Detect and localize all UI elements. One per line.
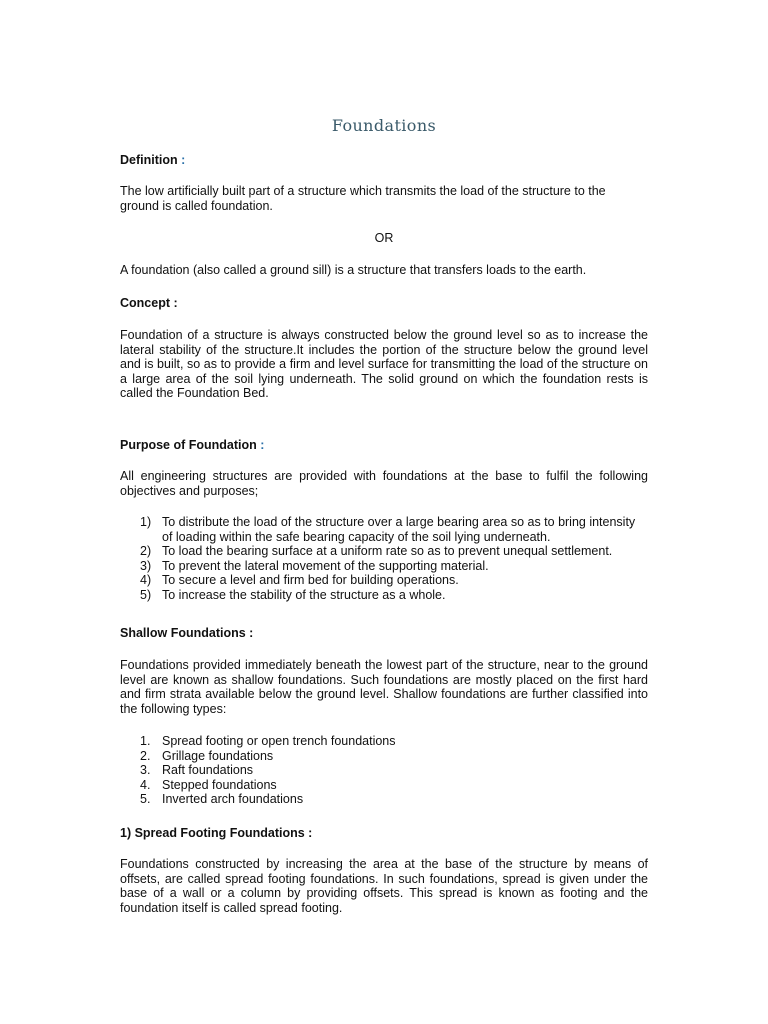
concept-heading: Concept : — [120, 296, 178, 310]
shallow-paragraph: Foundations provided immediately beneath the lowest part of the structure, near to the ground level are known as shallow foundations. Such foundations are mostly placed on the first hard and firm strata available below the ground level. Shallow foundations are further classified into the following types: — [120, 658, 648, 716]
list-item: 4. Stepped foundations — [140, 777, 277, 792]
definition-heading-colon: : — [181, 153, 186, 167]
shallow-heading: Shallow Foundations : — [120, 626, 254, 640]
list-item: 1. Spread footing or open trench foundations — [140, 734, 396, 748]
list-item: 4) To secure a level and firm bed for building operations. — [140, 573, 459, 587]
page-title: Foundations — [331, 116, 437, 135]
shallow-types-list — [140, 734, 648, 807]
definition-paragraph-2: A foundation (also called a ground sill) is a structure that transfers loads to the earth. — [120, 263, 587, 277]
list-item: 3. Raft foundations — [140, 763, 254, 777]
purpose-heading — [120, 438, 264, 452]
list-item: 3) To prevent the lateral movement of the supporting material. — [140, 558, 489, 573]
purpose-list — [140, 515, 648, 602]
spread-footing-paragraph: Foundations constructed by increasing the area at the base of the structure by means of offsets, are called spread footing foundations. In such foundations, spread is given under the base of a wall or a column by providing offsets. This spread is known as footing and the foundation itself is called spread footing. — [120, 857, 648, 915]
list-item: 2. Grillage foundations — [140, 748, 274, 763]
list-item: 2) To load the bearing surface at a uniform rate so as to prevent unequal settlement. — [140, 544, 613, 558]
purpose-heading-label: Purpose of Foundation — [120, 438, 257, 452]
list-item: 1) To distribute the load of the structure over a large bearing area so as to bring intensity of loading within the safe bearing capacity of the soil lying underneath. — [140, 515, 636, 544]
definition-heading — [120, 153, 185, 167]
list-item: 5. Inverted arch foundations — [140, 792, 304, 806]
concept-paragraph: Foundation of a structure is always constructed below the ground level so as to increase the lateral stability of the structure.It includes the portion of the structure below the ground level and is built, so as to provide a firm and level surface for transmitting the load of the structure on a large area of the soil lying underneath. The solid ground on which the foundation rests is called the Foundation Bed. — [120, 328, 648, 400]
purpose-heading-colon: : — [260, 438, 265, 452]
spread-footing-heading: 1) Spread Footing Foundations : — [120, 826, 313, 840]
list-item: 5) To increase the stability of the structure as a whole. — [140, 587, 446, 602]
definition-heading-label: Definition — [120, 153, 178, 167]
purpose-intro: All engineering structures are provided with foundations at the base to fulfil the following objectives and purposes; — [120, 469, 648, 498]
definition-or: OR — [374, 231, 394, 245]
definition-paragraph-1: The low artificially built part of a structure which transmits the load of the structure to the ground is called foundation. — [120, 184, 606, 213]
